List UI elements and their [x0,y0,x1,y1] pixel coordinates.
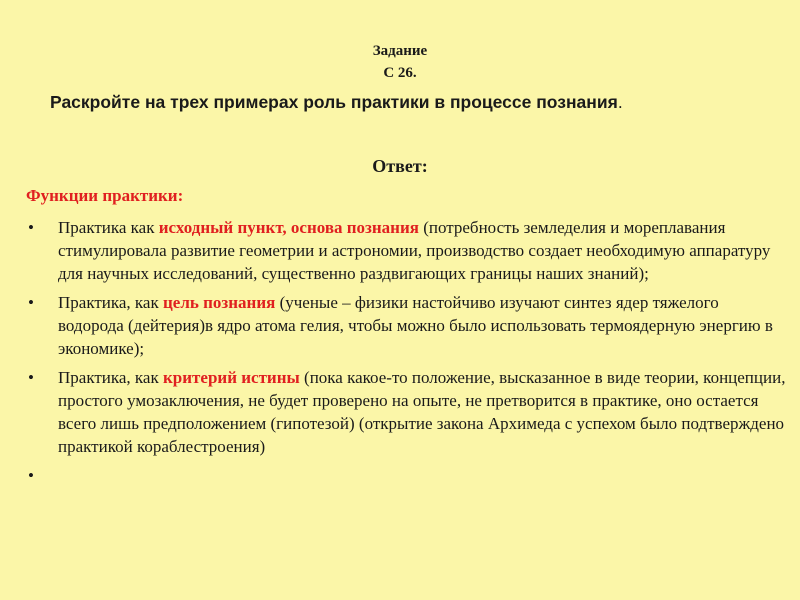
list-item [26,366,786,458]
item-body: (потребность земледелия и мореплавания стимулировала развитие геометрии и астрономии, производство создает необходимую аппаратуру для научных исследований, существенно раздвигающих границы наших знаний); [58,218,771,283]
list-item-empty [26,464,786,487]
answer-label: Ответ: [372,156,428,176]
task-label: Задание [372,43,428,59]
functions-list [26,216,786,493]
bullet-icon: • [28,218,34,237]
list-item [26,291,786,360]
task-question-text: Раскройте на трех примерах роль практики в процессе познания [50,92,618,112]
functions-heading: Функции практики: [26,186,184,205]
list-item [26,216,786,285]
item-highlight: критерий истины [163,368,300,387]
item-prefix: Практика, как [58,293,163,312]
item-highlight: исходный пункт, основа познания [158,218,419,237]
item-prefix: Практика как [58,218,159,237]
bullet-icon: • [28,293,34,312]
bullet-icon: • [28,466,34,485]
task-question-end: . [617,92,623,112]
task-number: С 26. [383,65,417,81]
item-prefix: Практика, как [58,368,163,387]
task-header [0,40,800,84]
task-question [50,92,790,113]
item-body: (ученые – физики настойчиво изучают синтез ядер тяжелого водорода (дейтерия)в ядро атома гелия, чтобы можно было использовать термоядерную энергию в экономике); [58,293,773,358]
item-highlight: цель познания [163,293,276,312]
item-body: (пока какое-то положение, высказанное в виде теории, концепции, простого умозаключения, не будет проверено на опыте, не претворится в практике, оно остается всего лишь предположением (гипотезой) (открытие закона Архимеда с успехом было подтверждено практикой кораблестроения) [58,368,786,456]
bullet-icon: • [28,368,34,387]
